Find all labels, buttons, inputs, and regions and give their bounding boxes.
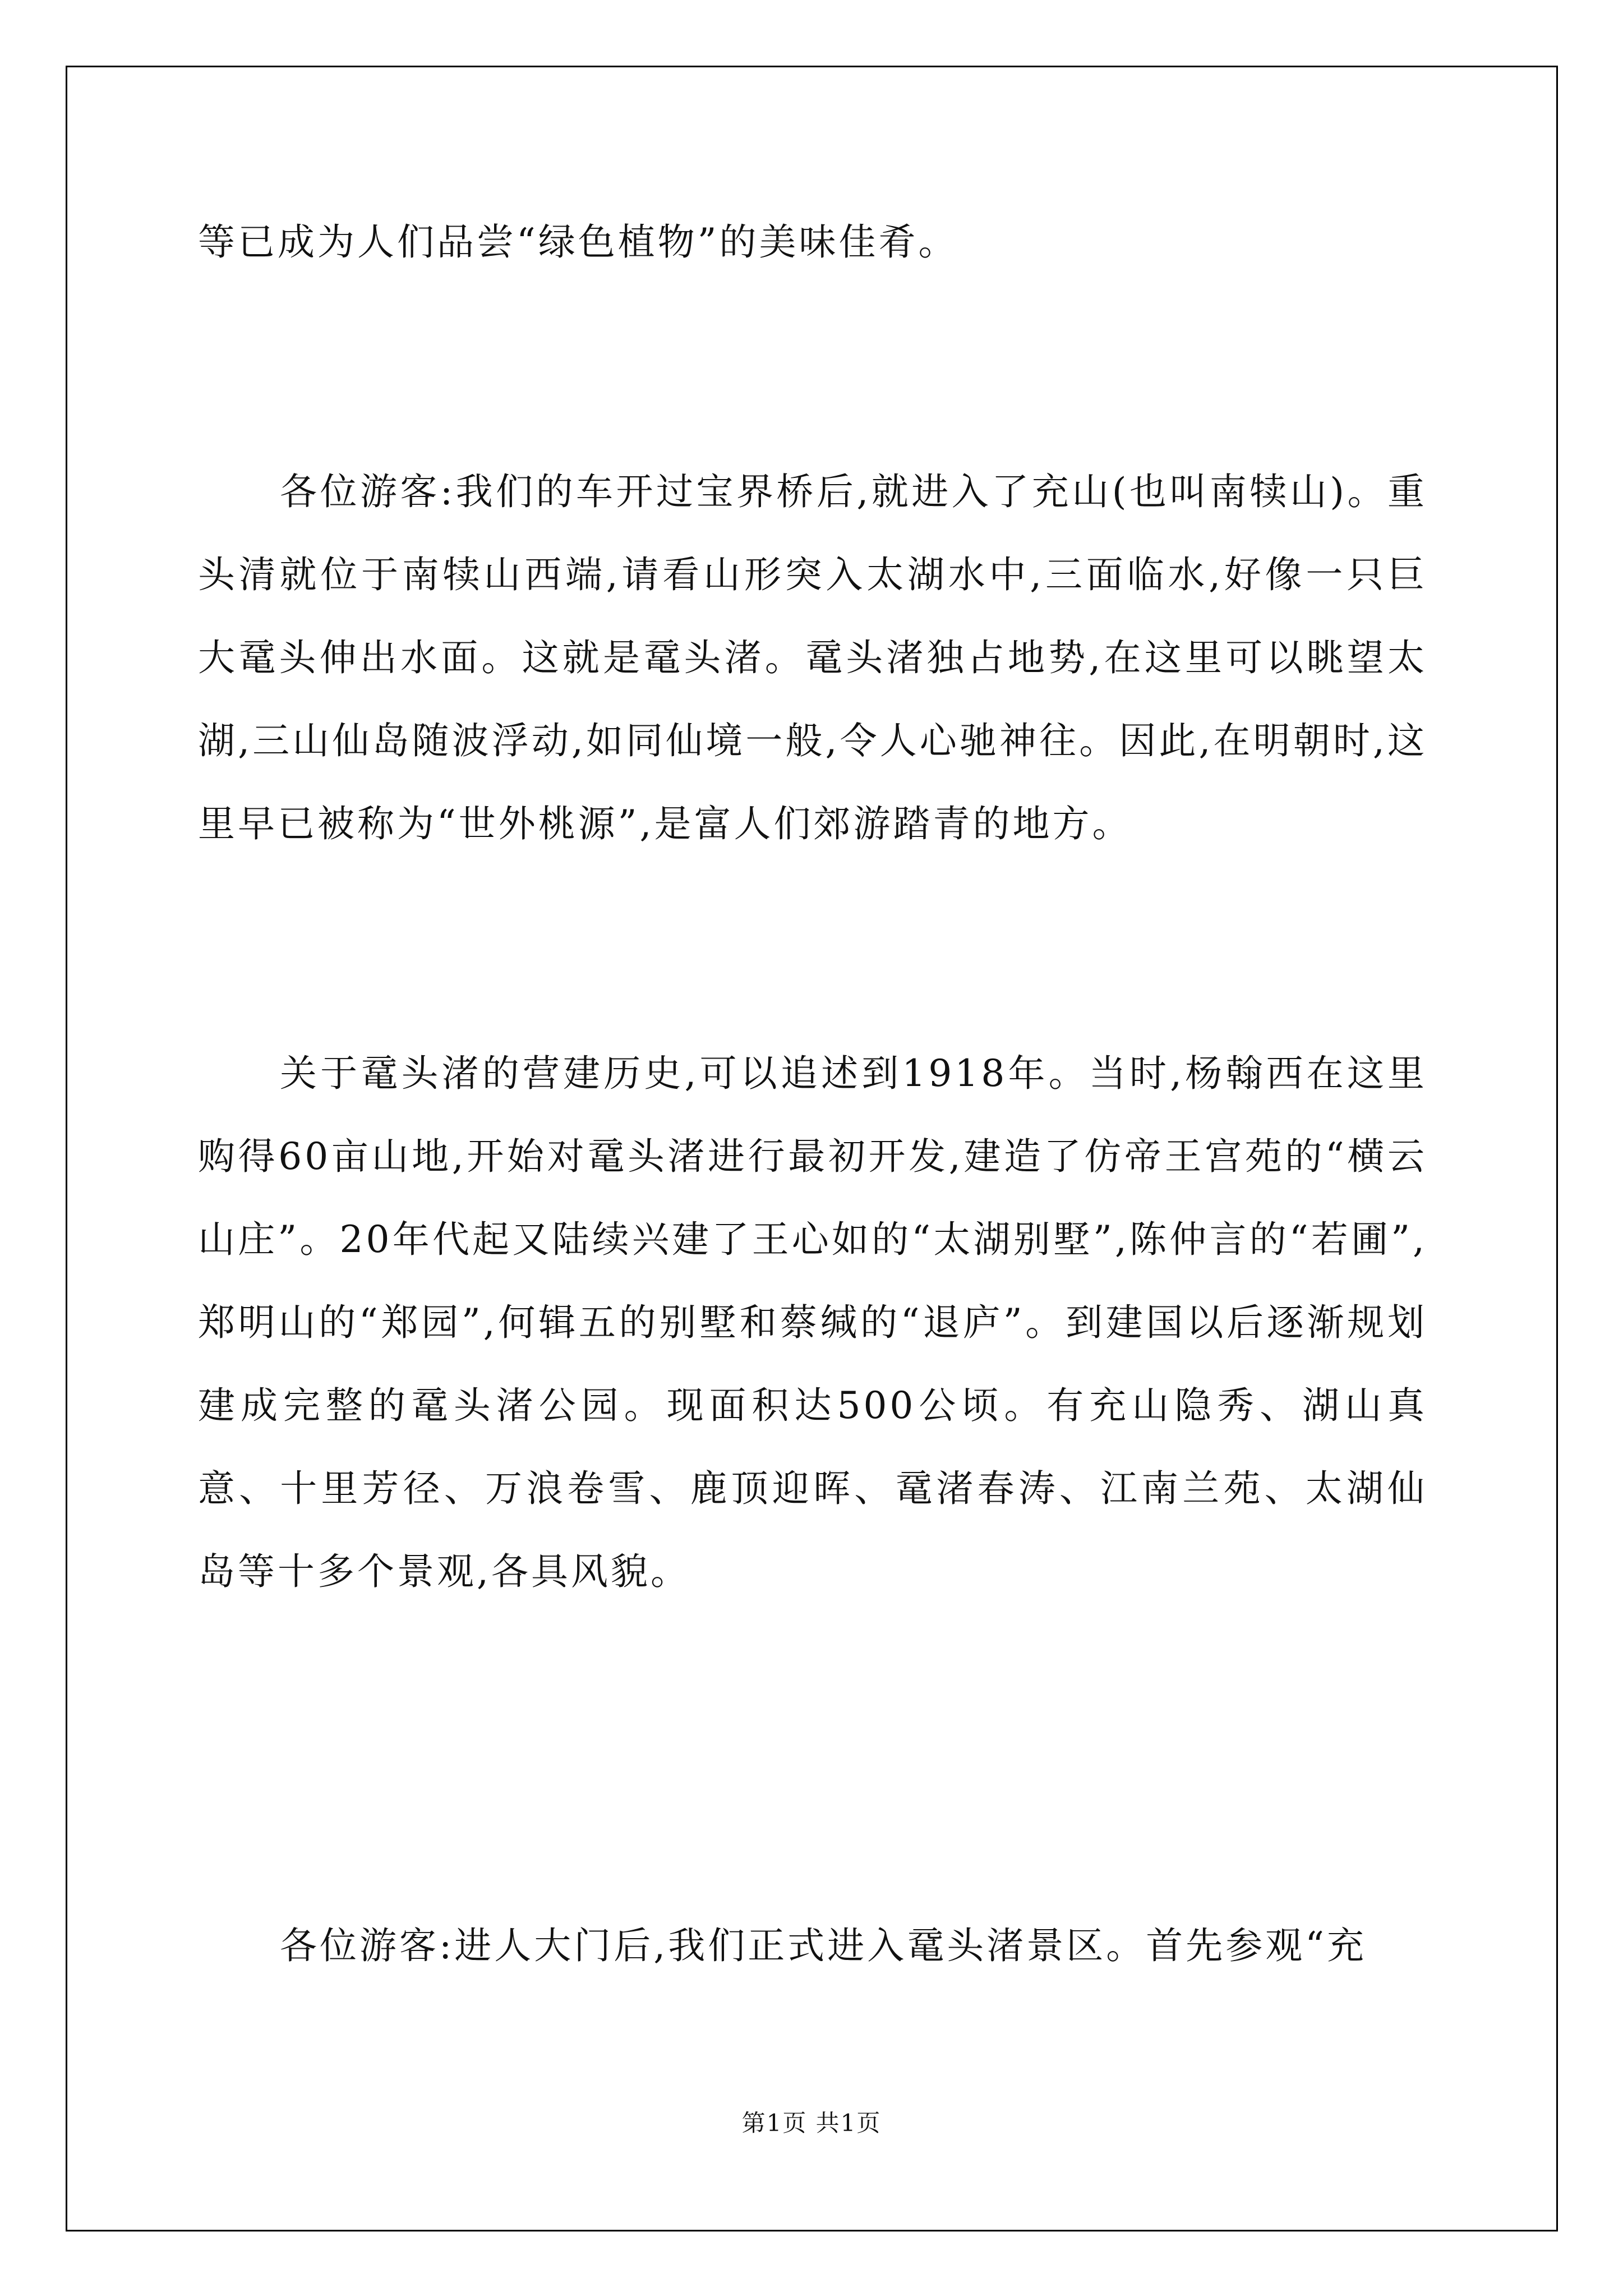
page-footer xyxy=(0,2106,1623,2140)
paragraph-entering-scenic-area: 各位游客:进人大门后,我们正式进入鼋头渚景区。首先参观“充 xyxy=(280,1924,1367,1967)
paragraph-construction-history: 关于鼋头渚的营建历史,可以追述到1918年。当时,杨翰西在这里购得60亩山地,开始对鼋头渚进行最初开发,建造了仿帝王宫苑的“横云山庄”。20年代起又陆续兴建了王心如的“太湖别墅”,陈仲言的“若圃”,郑明山的“郑园”,何辑五的别墅和蔡缄的“退庐”。到建国以后逐渐规划建成完整的鼋头渚公园。现面积达500公顷。有充山隐秀、湖山真意、十里芳径、万浪卷雪、鹿顶迎晖、鼋渚春涛、江南兰苑、太湖仙岛等十多个景观,各具风貌。 xyxy=(198,1052,1427,1593)
paragraph-continuation: 等已成为人们品尝“绿色植物”的美味佳肴。 xyxy=(198,220,958,264)
paragraph-arrival-at-chongshan: 各位游客:我们的车开过宝界桥后,就进入了充山(也叫南犊山)。重头清就位于南犊山西端,请看山形突入太湖水中,三面临水,好像一只巨大鼋头伸出水面。这就是鼋头渚。鼋头渚独占地势,在这里可以眺望太湖,三山仙岛随波浮动,如同仙境一般,令人心驰神往。因此,在明朝时,这里早已被称为“世外桃源”,是富人们郊游踏青的地方。 xyxy=(198,470,1427,845)
page-number: 第1页 共1页 xyxy=(741,2109,882,2137)
